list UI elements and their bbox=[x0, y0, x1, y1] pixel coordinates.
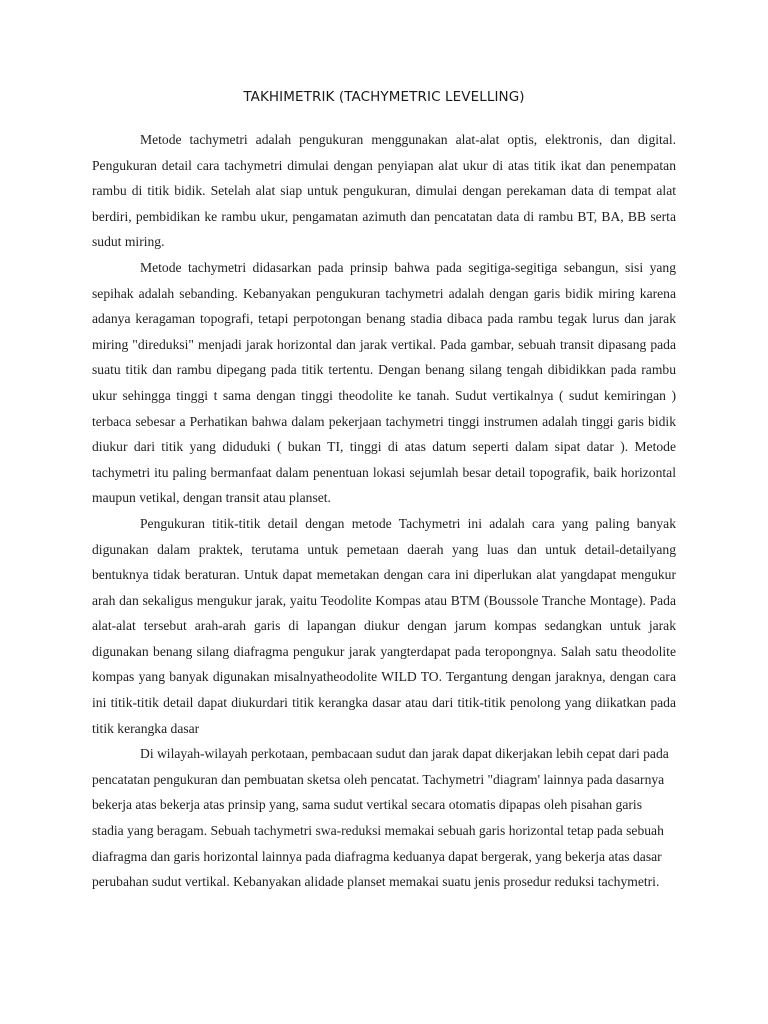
document-title: TAKHIMETRIK (TACHYMETRIC LEVELLING) bbox=[243, 89, 525, 105]
paragraph-1: Metode tachymetri adalah pengukuran menggunakan alat-alat optis, elektronis, dan digital. Pengukuran detail cara tachymetri dimulai dengan penyiapan alat ukur di atas titik ikat dan penempatan rambu di titik bidik. Setelah alat siap untuk pengukuran, dimulai dengan perekaman data di tempat alat berdiri, pembidikan ke rambu ukur, pengamatan azimuth dan pencatatan data di rambu BT, BA, BB serta sudut miring. bbox=[92, 132, 676, 250]
paragraph-2: Metode tachymetri didasarkan pada prinsip bahwa pada segitiga-segitiga sebangun, sisi yang sepihak adalah sebanding. Kebanyakan pengukuran tachymetri adalah dengan garis bidik miring karena adanya keragaman topografi, tetapi perpotongan benang stadia dibaca pada rambu tegak lurus dan jarak miring "direduksi" menjadi jarak horizontal dan jarak vertikal. Pada gambar, sebuah transit dipasang pada suatu titik dan rambu dipegang pada titik tertentu. Dengan benang silang tengah dibidikkan pada rambu ukur sehingga tinggi t sama dengan tinggi theodolite ke tanah. Sudut vertikalnya ( sudut kemiringan ) terbaca sebesar a Perhatikan bahwa dalam pekerjaan tachymetri tinggi instrumen adalah tinggi garis bidik diukur dari titik yang diduduki ( bukan TI, tinggi di atas datum seperti dalam sipat datar ). Metode tachymetri itu paling bermanfaat dalam penentuan lokasi sejumlah besar detail topografik, baik horizontal maupun vetikal, dengan transit atau planset. bbox=[92, 259, 676, 506]
paragraph-3: Pengukuran titik-titik detail dengan metode Tachymetri ini adalah cara yang paling banyak digunakan dalam praktek, terutama untuk pemetaan daerah yang luas dan untuk detail-detailyang bentuknya tidak beraturan. Untuk dapat memetakan dengan cara ini diperlukan alat yangdapat mengukur arah dan sekaligus mengukur jarak, yaitu Teodolite Kompas atau BTM (Boussole Tranche Montage). Pada alat-alat tersebut arah-arah garis di lapangan diukur dengan jarum kompas sedangkan untuk jarak digunakan benang silang diafragma pengukur jarak yangterdapat pada teropongnya. Salah satu theodolite kompas yang banyak digunakan misalnyatheodolite WILD TO. Tergantung dengan jaraknya, dengan cara ini titik-titik detail dapat diukurdari titik kerangka dasar atau dari titik-titik penolong yang diikatkan pada titik kerangka dasar bbox=[92, 515, 676, 736]
document-body bbox=[92, 127, 676, 895]
paragraph-4: Di wilayah-wilayah perkotaan, pembacaan sudut dan jarak dapat dikerjakan lebih cepat dari pada pencatatan pengukuran dan pembuatan sketsa oleh pencatat. Tachymetri "diagram' lainnya pada dasarnya bekerja atas bekerja atas prinsip yang, sama sudut vertikal secara otomatis dipapas oleh pisahan garis stadia yang beragam. Sebuah tachymetri swa-reduksi memakai sebuah garis horizontal tetap pada sebuah diafragma dan garis horizontal lainnya pada diafragma keduanya dapat bergerak, yang bekerja atas dasar perubahan sudut vertikal. Kebanyakan alidade planset memakai suatu jenis prosedur reduksi tachymetri. bbox=[92, 746, 669, 890]
